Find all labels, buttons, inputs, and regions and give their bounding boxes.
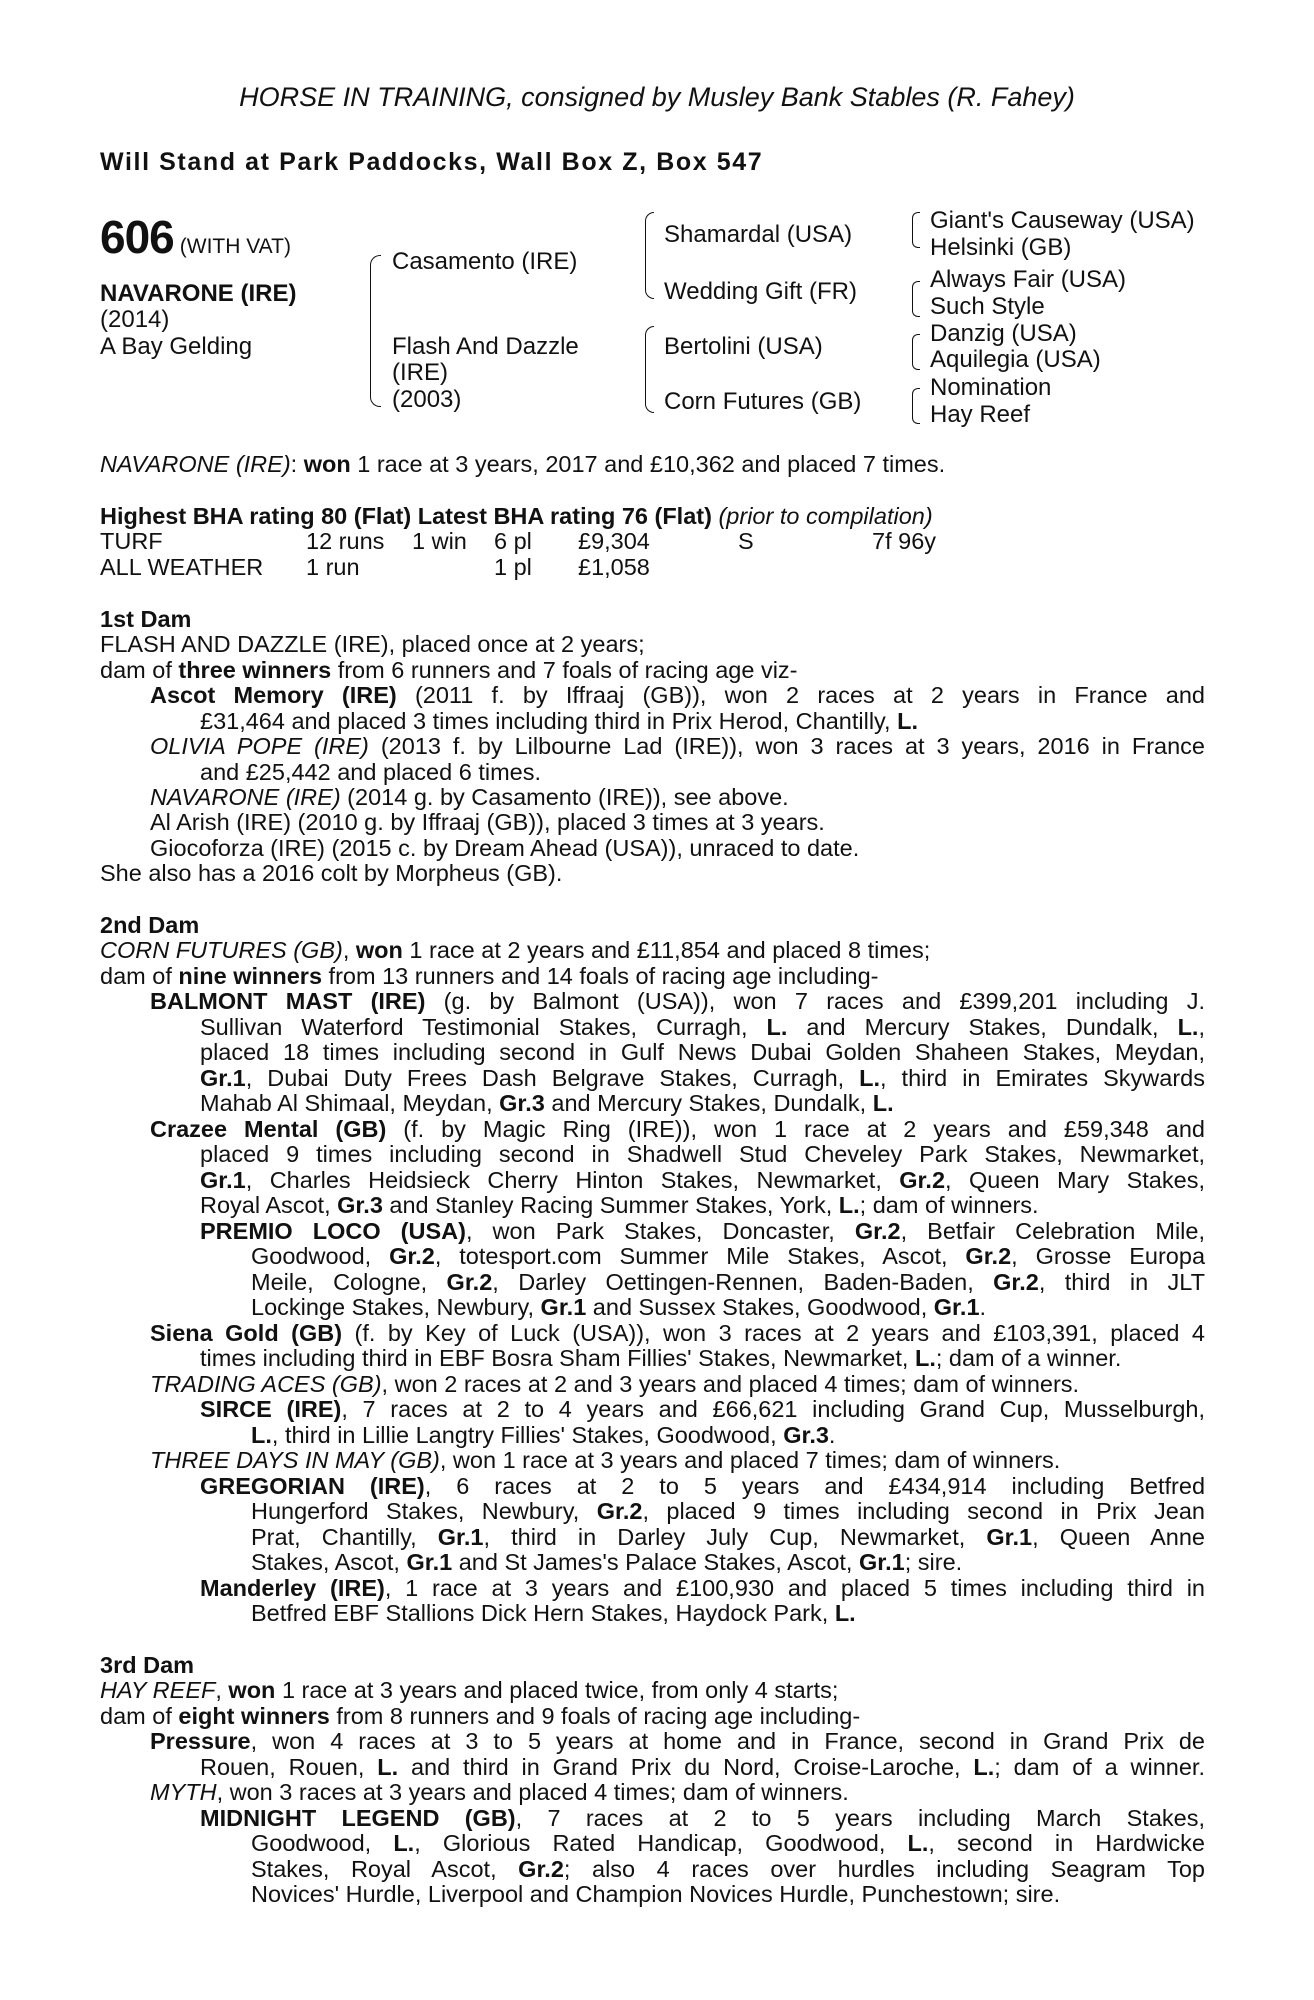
pressure-2: Rouen, Rouen, L. and third in Grand Prix du Nord, Croise-Laroche, L.; dam of a winner. (200, 1754, 1205, 1780)
ancestor-4: Such Style (930, 293, 1045, 320)
ratings-row-turf: TURF 12 runs 1 win 6 pl £9,304 S 7f 96y (100, 528, 937, 554)
third-dam-heading: 3rd Dam (100, 1652, 195, 1678)
second-dam-heading: 2nd Dam (100, 912, 200, 938)
balmont-mast-4: Gr.1, Dubai Duty Frees Dash Belgrave Stakes, Curragh, L., third in Emirates Skywards (200, 1065, 1205, 1091)
dam-dam: Corn Futures (GB) (664, 388, 862, 415)
crazee-mental-3: Gr.1, Charles Heidsieck Cherry Hinton Stakes, Newmarket, Gr.2, Queen Mary Stakes, (200, 1167, 1205, 1193)
premio-loco-3: Meile, Cologne, Gr.2, Darley Oettingen-Rennen, Baden-Baden, Gr.2, third in JLT (251, 1269, 1205, 1295)
al-arish-entry: Al Arish (IRE) (2010 g. by Iffraaj (GB)), placed 3 times at 3 years. (150, 809, 825, 835)
ancestor-2: Helsinki (GB) (930, 234, 1072, 261)
summary-name: NAVARONE (IRE) (100, 451, 291, 477)
ancestor-3: Always Fair (USA) (930, 266, 1127, 293)
premio-loco-2: Goodwood, Gr.2, totesport.com Summer Mile Stakes, Ascot, Gr.2, Grosse Europa (251, 1243, 1206, 1269)
myth: MYTH, won 3 races at 3 years and placed 4 times; dam of winners. (150, 1779, 849, 1805)
vat-note: (WITH VAT) (179, 235, 291, 258)
dam: Flash And Dazzle (392, 333, 579, 360)
third-dam-produce: dam of eight winners from 8 runners and 9 foals of racing age including- (100, 1703, 861, 1729)
first-dam-produce: dam of three winners from 6 runners and 7 foals of racing age viz- (100, 657, 798, 683)
second-dam-produce: dam of nine winners from 13 runners and 14 foals of racing age including- (100, 963, 879, 989)
giocoforza-entry: Giocoforza (IRE) (2015 c. by Dream Ahead (USA)), unraced to date. (150, 835, 860, 861)
page-header: HORSE IN TRAINING, consigned by Musley Bank Stables (R. Fahey) (239, 82, 1075, 112)
trading-aces: TRADING ACES (GB), won 2 races at 2 and 3 years and placed 4 times; dam of winners. (150, 1371, 1080, 1397)
pedigree-brace-g2 (912, 281, 920, 317)
ancestor-6: Aquilegia (USA) (930, 346, 1101, 373)
crazee-mental: Crazee Mental (GB) (f. by Magic Ring (IRE)), won 1 race at 2 years and £59,348 and (150, 1116, 1205, 1142)
manderley: Manderley (IRE), 1 race at 3 years and £100,930 and placed 5 times including third in (200, 1575, 1205, 1601)
ascot-memory: Ascot Memory (IRE) (2011 f. by Iffraaj (GB)), won 2 races at 2 years in France and (150, 682, 1205, 708)
balmont-mast-3: placed 18 times including second in Gulf News Dubai Golden Shaheen Stakes, Meydan, (200, 1039, 1205, 1065)
ratings-heading: Highest BHA rating 80 (Flat) Latest BHA rating 76 (Flat) (prior to compilation) (100, 503, 933, 529)
midnight-legend-4: Novices' Hurdle, Liverpool and Champion Novices Hurdle, Punchestown; sire. (251, 1881, 1061, 1907)
lot-number-value: 606 (100, 211, 174, 263)
gregorian-3: Prat, Chantilly, Gr.1, third in Darley July Cup, Newmarket, Gr.1, Queen Anne (251, 1524, 1205, 1550)
crazee-mental-4: Royal Ascot, Gr.3 and Stanley Racing Summer Stakes, York, L.; dam of winners. (200, 1192, 1039, 1218)
dam-year: (2003) (392, 386, 462, 413)
navarone-entry: NAVARONE (IRE) (2014 g. by Casamento (IRE)), see above. (150, 784, 789, 810)
balmont-mast-2: Sullivan Waterford Testimonial Stakes, Curragh, L. and Mercury Stakes, Dundalk, L., (200, 1014, 1205, 1040)
pedigree-brace-sire (645, 212, 654, 299)
balmont-mast: BALMONT MAST (IRE) (g. by Balmont (USA)), won 7 races and £399,201 including J. (150, 988, 1205, 1014)
ancestor-5: Danzig (USA) (930, 320, 1077, 347)
ancestor-1: Giant's Causeway (USA) (930, 207, 1195, 234)
stand-location: Will Stand at Park Paddocks, Wall Box Z, Box 547 (100, 148, 764, 176)
dam-origin: (IRE) (392, 359, 448, 386)
sirce: SIRCE (IRE), 7 races at 2 to 4 years and £66,621 including Grand Cup, Musselburgh, (200, 1396, 1205, 1422)
olivia-pope-cont: and £25,442 and placed 6 times. (200, 759, 542, 785)
siena-gold: Siena Gold (GB) (f. by Key of Luck (USA)), won 3 races at 2 years and £103,391, placed 4 (150, 1320, 1205, 1346)
horse-name: NAVARONE (IRE) (100, 280, 297, 307)
pedigree-brace-g1 (912, 212, 920, 248)
foaling-year: (2014) (100, 306, 170, 333)
manderley-2: Betfred EBF Stallions Dick Hern Stakes, Haydock Park, L. (251, 1600, 856, 1626)
pedigree-brace-main (370, 255, 381, 407)
ascot-memory-cont: £31,464 and placed 3 times including third in Prix Herod, Chantilly, L. (200, 708, 919, 734)
siena-gold-2: times including third in EBF Bosra Sham Fillies' Stakes, Newmarket, L.; dam of a winner. (200, 1345, 1122, 1371)
sire-dam: Wedding Gift (FR) (664, 278, 857, 305)
premio-loco-4: Lockinge Stakes, Newbury, Gr.1 and Sussex Stakes, Goodwood, Gr.1. (251, 1294, 987, 1320)
sire: Casamento (IRE) (392, 248, 578, 275)
dam-sire: Bertolini (USA) (664, 333, 823, 360)
premio-loco: PREMIO LOCO (USA), won Park Stakes, Doncaster, Gr.2, Betfair Celebration Mile, (200, 1218, 1205, 1244)
ancestor-7: Nomination (930, 374, 1052, 401)
colt-note: She also has a 2016 colt by Morpheus (GB). (100, 860, 563, 886)
ratings-row-aw: ALL WEATHER 1 run 1 pl £1,058 (100, 554, 650, 580)
horse-description: A Bay Gelding (100, 333, 253, 360)
first-dam-line: FLASH AND DAZZLE (IRE), placed once at 2 years; (100, 631, 645, 657)
midnight-legend-3: Stakes, Royal Ascot, Gr.2; also 4 races over hurdles including Seagram Top (251, 1856, 1205, 1882)
sire-sire: Shamardal (USA) (664, 221, 853, 248)
ancestor-8: Hay Reef (930, 401, 1031, 428)
balmont-mast-5: Mahab Al Shimaal, Meydan, Gr.3 and Mercury Stakes, Dundalk, L. (200, 1090, 894, 1116)
pedigree-brace-dam (645, 326, 654, 413)
midnight-legend-2: Goodwood, L., Glorious Rated Handicap, Goodwood, L., second in Hardwicke (251, 1830, 1206, 1856)
crazee-mental-2: placed 9 times including second in Shadwell Stud Cheveley Park Stakes, Newmarket, (200, 1141, 1205, 1167)
race-summary: NAVARONE (IRE): won 1 race at 3 years, 2017 and £10,362 and placed 7 times. (100, 451, 946, 477)
sirce-2: L., third in Lillie Langtry Fillies' Stakes, Goodwood, Gr.3. (251, 1422, 836, 1448)
pedigree-brace-g4 (912, 388, 920, 424)
second-dam-line: CORN FUTURES (GB), won 1 race at 2 years and £11,854 and placed 8 times; (100, 937, 931, 963)
pressure: Pressure, won 4 races at 3 to 5 years at home and in France, second in Grand Prix de (150, 1728, 1205, 1754)
gregorian-4: Stakes, Ascot, Gr.1 and St James's Palace Stakes, Ascot, Gr.1; sire. (251, 1549, 963, 1575)
olivia-pope: OLIVIA POPE (IRE) (2013 f. by Lilbourne Lad (IRE)), won 3 races at 3 years, 2016 in France (150, 733, 1205, 759)
midnight-legend: MIDNIGHT LEGEND (GB), 7 races at 2 to 5 years including March Stakes, (200, 1805, 1205, 1831)
first-dam-heading: 1st Dam (100, 606, 192, 632)
gregorian: GREGORIAN (IRE), 6 races at 2 to 5 years and £434,914 including Betfred (200, 1473, 1206, 1499)
lot-number (100, 210, 291, 264)
third-dam-line: HAY REEF, won 1 race at 3 years and placed twice, from only 4 starts; (100, 1677, 839, 1703)
gregorian-2: Hungerford Stakes, Newbury, Gr.2, placed 9 times including second in Prix Jean (251, 1498, 1205, 1524)
pedigree-brace-g3 (912, 334, 920, 370)
three-days-in-may: THREE DAYS IN MAY (GB), won 1 race at 3 years and placed 7 times; dam of winners. (150, 1447, 1061, 1473)
